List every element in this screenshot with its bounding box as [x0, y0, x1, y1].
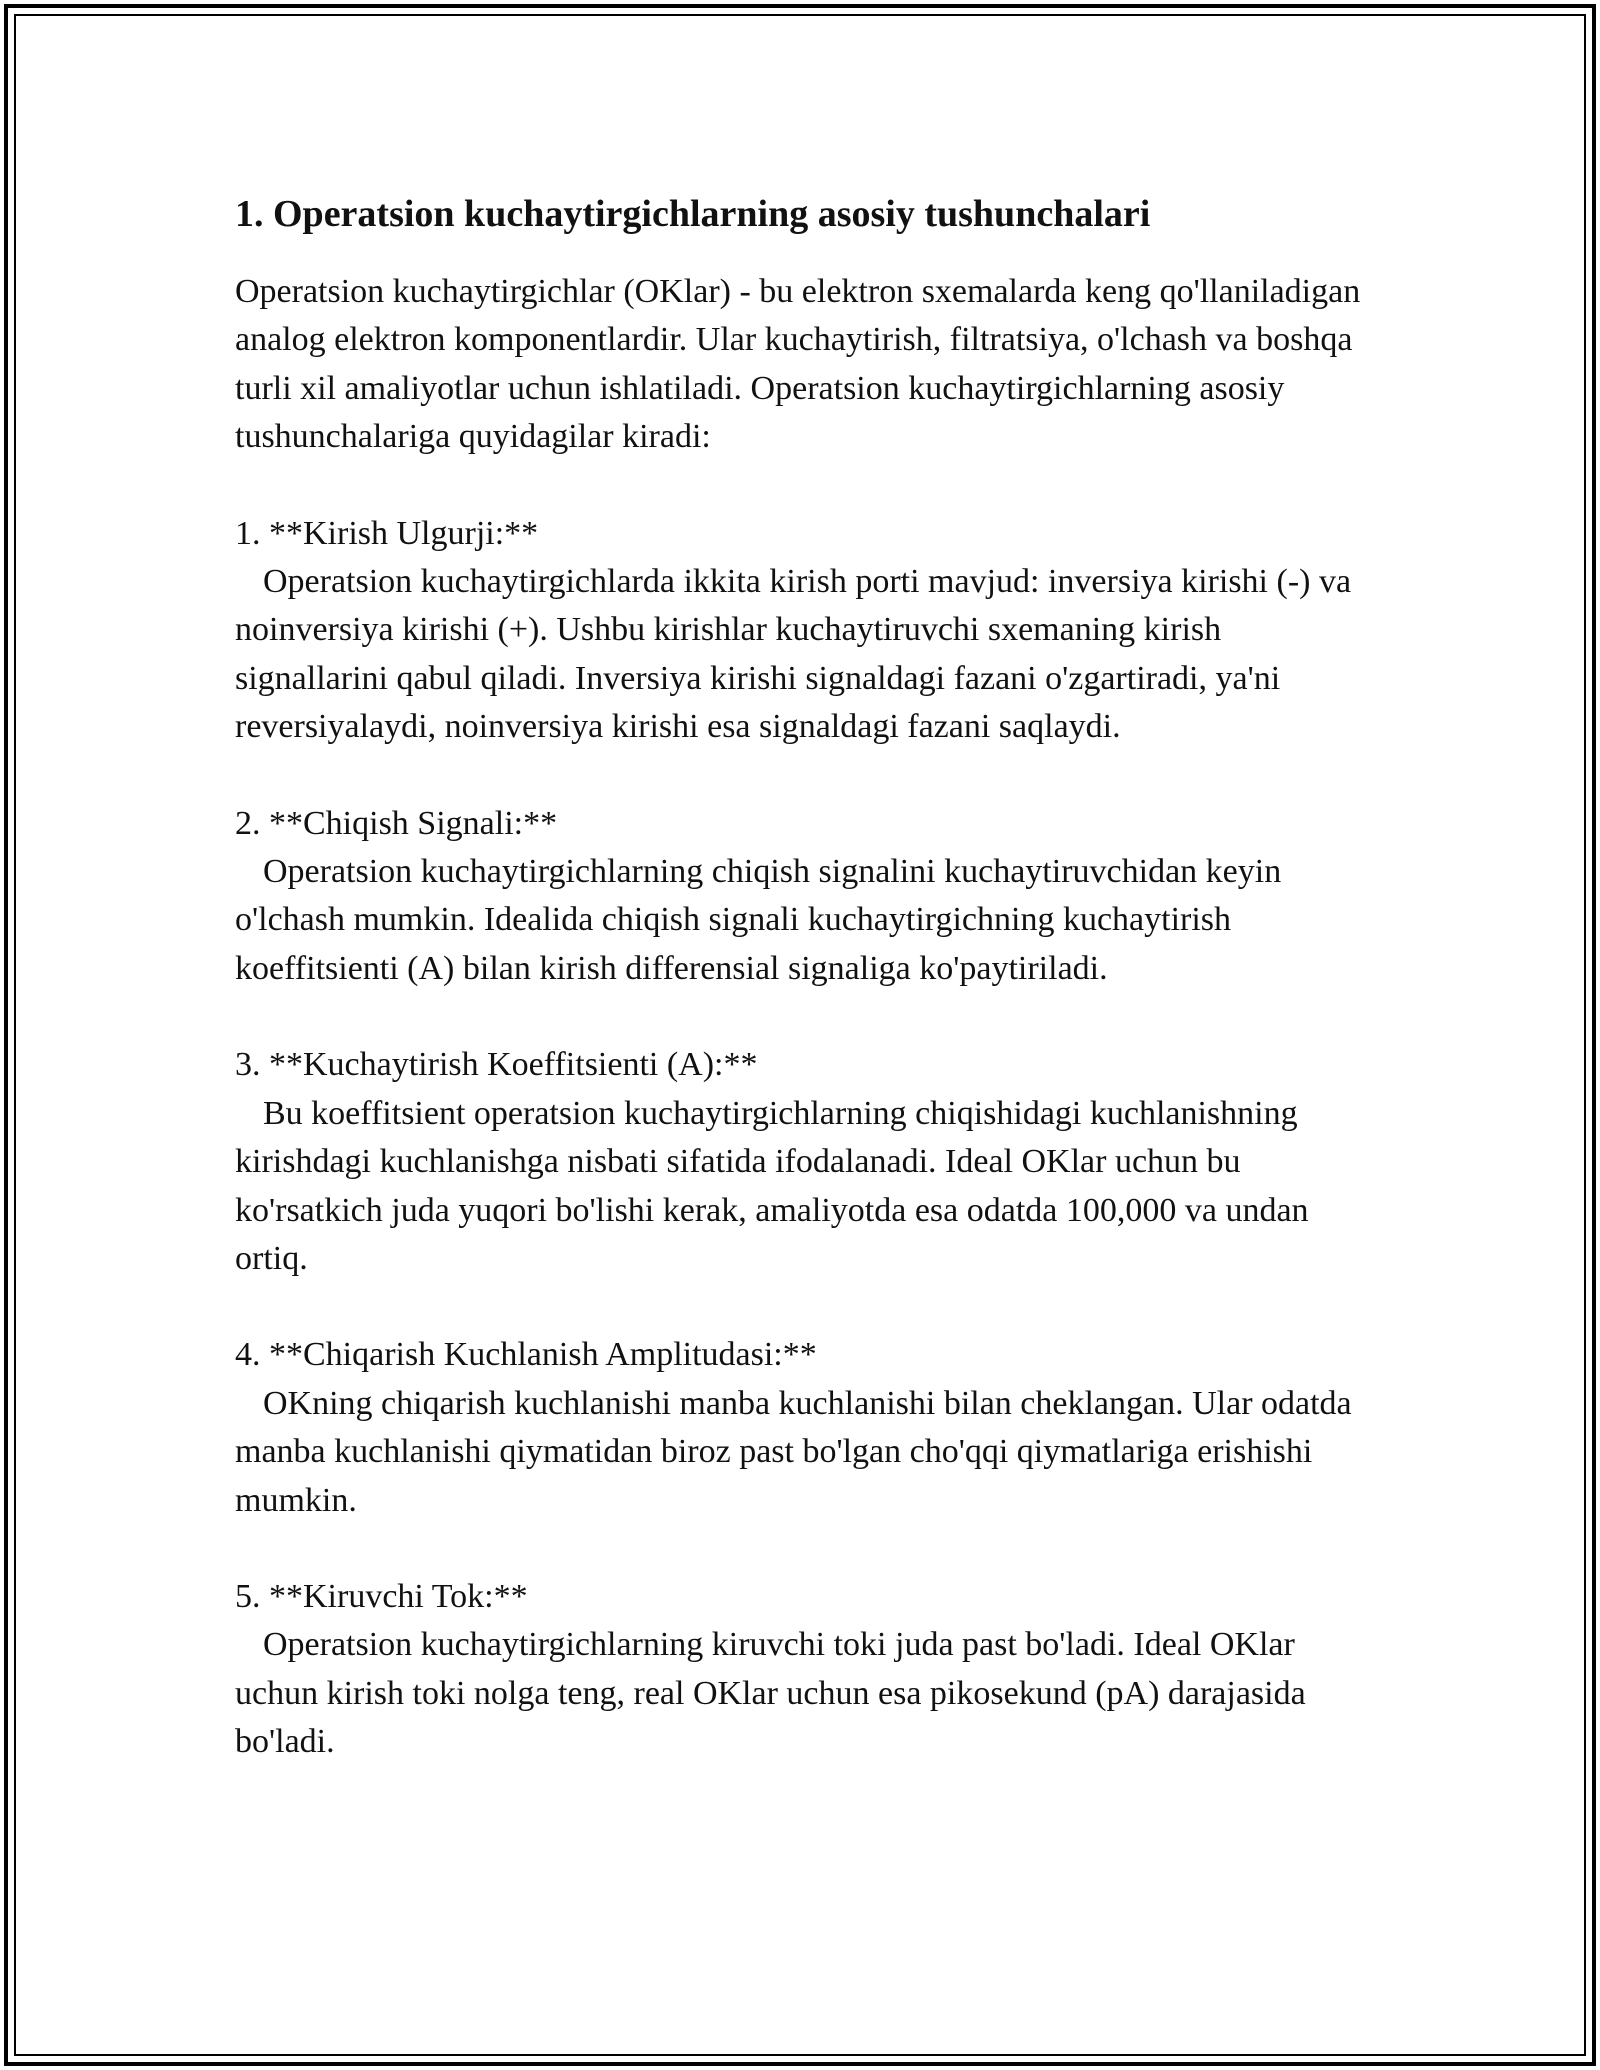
section-body: OKning chiqarish kuchlanishi manba kuchlanishi bilan cheklangan. Ular odatda manba kuchlanishi qiymatidan biroz past bo'lgan cho'qqi qiymatlariga erishishi mumkin. [235, 1384, 1352, 1519]
section-body: Operatsion kuchaytirgichlarning chiqish signalini kuchaytiruvchidan keyin o'lchash mumkin. Idealida chiqish signali kuchaytirgichning kuchaytirish koeffitsienti (A) bilan kirish differensial signaliga ko'paytiriladi. [235, 853, 1282, 987]
section-heading: 4. **Chiqarish Kuchlanish Amplitudasi:** [235, 1336, 817, 1374]
section-heading: 3. **Kuchaytirish Koeffitsienti (A):** [235, 1046, 758, 1084]
document-title: 1. Operatsion kuchaytirgichlarning asosiy tushunchalari [235, 193, 1151, 235]
section-amplituda [235, 1331, 1375, 1525]
section-heading: 1. **Kirish Ulgurji:** [235, 514, 539, 552]
section-kiruvchi-tok [235, 1573, 1375, 1767]
section-kirish [235, 510, 1375, 752]
section-body: Operatsion kuchaytirgichlarda ikkita kirish porti mavjud: inversiya kirishi (-) va noinversiya kirishi (+). Ushbu kirishlar kuchaytiruvchi sxemaning kirish signallarini qabul qiladi. Inversiya kirishi signaldagi fazani o'zgartiradi, ya'ni reversiyalaydi, noinversiya kirishi esa signaldagi fazani saqlaydi. [235, 563, 1352, 746]
section-heading: 2. **Chiqish Signali:** [235, 804, 558, 842]
document-content [235, 190, 1375, 1767]
section-body: Operatsion kuchaytirgichlarning kiruvchi toki juda past bo'ladi. Ideal OKlar uchun kirish toki nolga teng, real OKlar uchun esa pikosekund (pA) darajasida bo'ladi. [235, 1626, 1306, 1761]
section-chiqish [235, 800, 1375, 994]
intro-paragraph: Operatsion kuchaytirgichlar (OKlar) - bu elektron sxemalarda keng qo'llaniladigan analog elektron komponentlardir. Ular kuchaytirish, filtratsiya, o'lchash va boshqa turli xil amaliyotlar uchun ishlatiladi. Operatsion kuchaytirgichlarning asosiy tushunchalariga quyidagilar kiradi: [235, 273, 1369, 456]
section-koeffitsient [235, 1041, 1375, 1283]
section-heading: 5. **Kiruvchi Tok:** [235, 1577, 528, 1615]
section-body: Bu koeffitsient operatsion kuchaytirgichlarning chiqishidagi kuchlanishning kirishdagi kuchlanishga nisbati sifatida ifodalanadi. Ideal OKlar uchun bu ko'rsatkich juda yuqori bo'lishi kerak, amaliyotda esa odatda 100,000 va undan ortiq. [235, 1094, 1309, 1277]
